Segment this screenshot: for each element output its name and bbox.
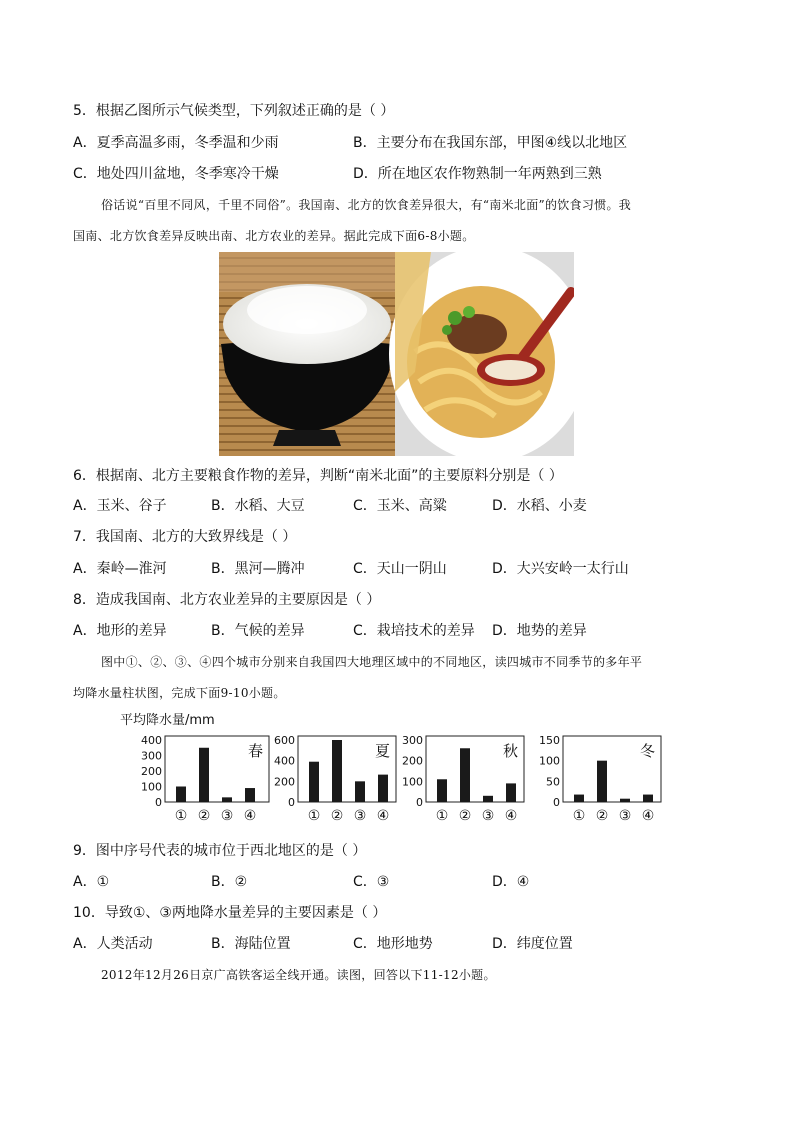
q7-stem: 7．我国南、北方的大致界线是（ ） [73, 529, 297, 545]
category-label: ③ [618, 808, 632, 824]
q9-option-d: D．④ [492, 874, 530, 890]
season-label: 冬 [639, 742, 655, 760]
bar-2 [460, 748, 470, 802]
chart-autumn [400, 722, 528, 834]
q10-option-c: C．地形地势 [353, 936, 433, 952]
bar-2 [199, 748, 209, 802]
q6-option-d: D．水稻、小麦 [492, 498, 587, 514]
season-label: 夏 [374, 742, 390, 760]
chart-ylabel: 平均降水量/mm [120, 713, 215, 728]
y-tick-label: 0 [288, 796, 295, 809]
category-label: ④ [243, 808, 257, 824]
q10-option-b: B．海陆位置 [211, 936, 291, 952]
q10-option-d: D．纬度位置 [492, 936, 573, 952]
q7-option-a: A．秦岭—淮河 [73, 561, 167, 577]
bar-3 [222, 797, 232, 802]
category-label: ② [330, 808, 344, 824]
category-label: ③ [481, 808, 495, 824]
q6-stem: 6．根据南、北方主要粮食作物的差异，判断“南米北面”的主要原料分别是（ ） [73, 468, 563, 484]
bar-1 [437, 779, 447, 802]
q8-option-d: D．地势的差异 [492, 623, 587, 639]
category-label: ③ [220, 808, 234, 824]
y-tick-label: 100 [539, 754, 560, 768]
intro-11-12: 2012年12月26日京广高铁客运全线开通。读图，回答以下11-12小题。 [101, 968, 496, 982]
q6-option-b: B．水稻、大豆 [211, 498, 305, 514]
rice-noodle-photo [219, 252, 574, 456]
chart-summer [272, 722, 400, 834]
q8-stem: 8．造成我国南、北方农业差异的主要原因是（ ） [73, 592, 381, 608]
chart-winter [529, 722, 665, 834]
y-tick-label: 300 [141, 749, 162, 763]
bar-2 [332, 740, 342, 802]
intro-6-8-line1: 俗话说“百里不同风，千里不同俗”。我国南、北方的饮食差异很大，有“南米北面”的饮食习惯。我 [101, 198, 632, 212]
bar-4 [378, 775, 388, 802]
y-tick-label: 200 [402, 754, 423, 768]
bar-3 [355, 781, 365, 802]
category-label: ① [307, 808, 321, 824]
y-tick-label: 400 [141, 734, 162, 747]
y-tick-label: 0 [553, 796, 560, 809]
bar-4 [506, 783, 516, 802]
y-tick-label: 0 [155, 796, 162, 809]
bar-4 [643, 795, 653, 802]
category-label: ② [197, 808, 211, 824]
y-tick-label: 200 [274, 775, 295, 789]
q5-option-a: A．夏季高温多雨，冬季温和少雨 [73, 135, 279, 151]
y-tick-label: 50 [546, 775, 560, 789]
season-label: 秋 [502, 742, 518, 760]
category-label: ④ [641, 808, 655, 824]
intro-9-10-line1: 图中①、②、③、④四个城市分别来自我国四大地理区域中的不同地区，读四城市不同季节的多年平 [101, 655, 643, 669]
season-label: 春 [247, 742, 263, 760]
category-label: ③ [353, 808, 367, 824]
y-tick-label: 150 [539, 734, 560, 747]
q9-option-c: C．③ [353, 874, 390, 890]
q10-stem: 10．导致①、③两地降水量差异的主要因素是（ ） [73, 905, 387, 921]
intro-6-8-line2: 国南、北方饮食差异反映出南、北方农业的差异。据此完成下面6-8小题。 [73, 229, 475, 243]
q8-option-a: A．地形的差异 [73, 623, 167, 639]
category-label: ① [174, 808, 188, 824]
category-label: ① [572, 808, 586, 824]
bar-3 [483, 796, 493, 802]
bar-1 [176, 787, 186, 803]
q9-option-a: A．① [73, 874, 110, 890]
y-tick-label: 200 [141, 765, 162, 778]
category-label: ④ [504, 808, 518, 824]
q5-stem: 5．根据乙图所示气候类型，下列叙述正确的是（ ） [73, 103, 395, 119]
y-tick-label: 100 [402, 775, 423, 789]
intro-9-10-line2: 均降水量柱状图，完成下面9-10小题。 [73, 686, 286, 700]
y-tick-label: 100 [141, 780, 162, 794]
category-label: ② [458, 808, 472, 824]
q8-option-c: C．栽培技术的差异 [353, 623, 475, 639]
q9-stem: 9．图中序号代表的城市位于西北地区的是（ ） [73, 843, 367, 859]
y-tick-label: 300 [402, 734, 423, 747]
q8-option-b: B．气候的差异 [211, 623, 305, 639]
y-tick-label: 0 [416, 796, 423, 809]
q9-option-b: B．② [211, 874, 248, 890]
q7-option-c: C．天山一阴山 [353, 561, 447, 577]
q7-option-b: B．黑河—腾冲 [211, 561, 305, 577]
q5-option-b: B．主要分布在我国东部，甲图④线以北地区 [353, 135, 628, 151]
bar-2 [597, 761, 607, 802]
q5-option-d: D．所在地区农作物熟制一年两熟到三熟 [353, 166, 602, 182]
bar-1 [574, 795, 584, 802]
q6-option-c: C．玉米、高粱 [353, 498, 447, 514]
y-tick-label: 600 [274, 734, 295, 747]
y-tick-label: 400 [274, 754, 295, 768]
q10-option-a: A．人类活动 [73, 936, 153, 952]
bar-4 [245, 788, 255, 802]
chart-spring [117, 722, 273, 834]
bar-1 [309, 762, 319, 802]
bar-3 [620, 799, 630, 802]
q5-option-c: C．地处四川盆地，冬季寒冷干燥 [73, 166, 279, 182]
q6-option-a: A．玉米、谷子 [73, 498, 167, 514]
category-label: ① [435, 808, 449, 824]
category-label: ④ [376, 808, 390, 824]
category-label: ② [595, 808, 609, 824]
q7-option-d: D．大兴安岭一太行山 [492, 561, 629, 577]
